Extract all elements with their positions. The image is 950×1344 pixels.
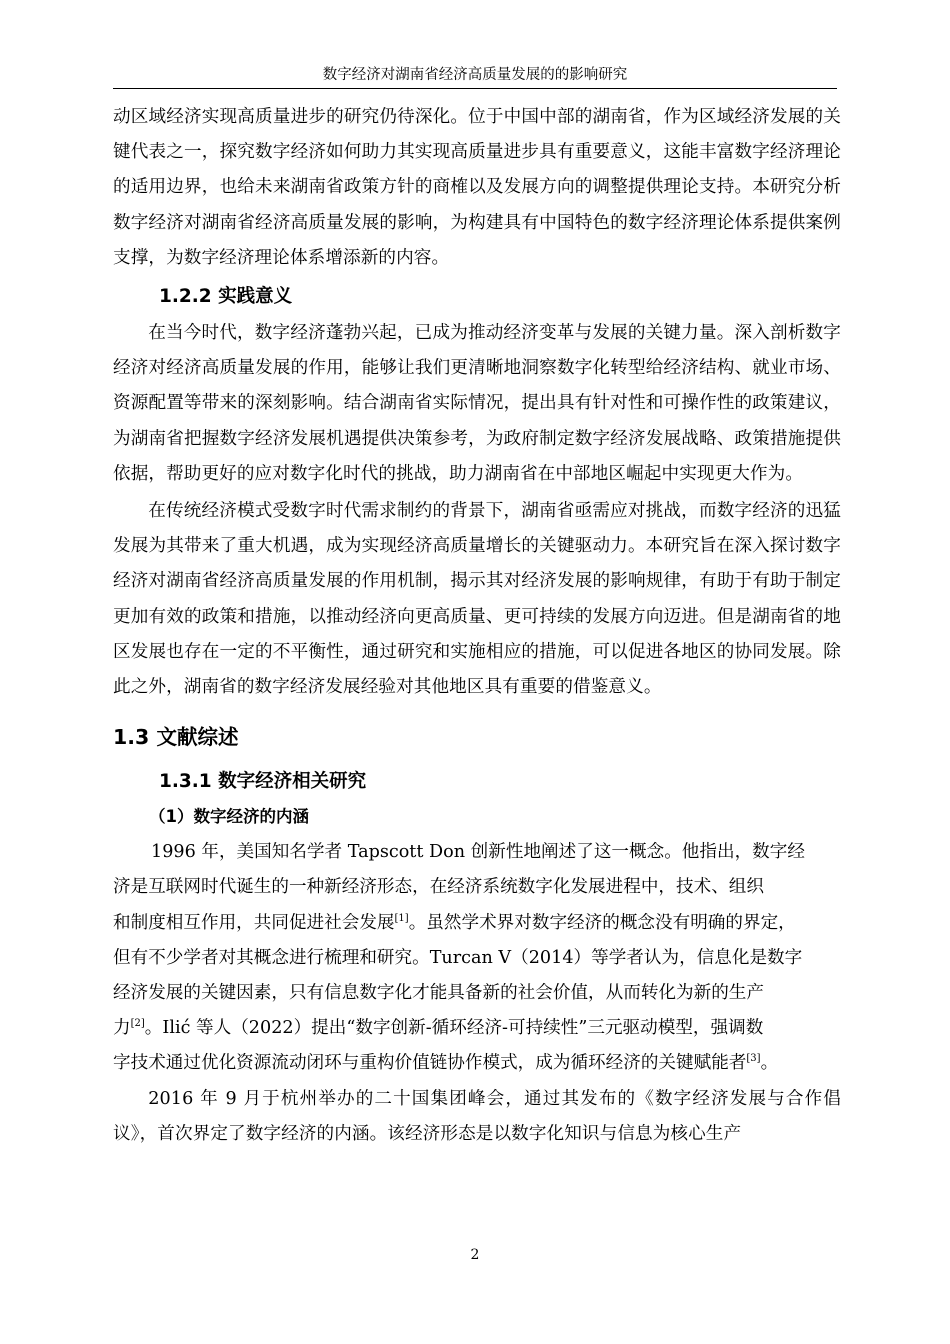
paragraph-practical-significance: 在当今时代，数字经济蓬勃兴起，已成为推动经济变革与发展的关键力量。深入剖析数字经济对经济高质量发展的作用，能够让我们更清晰地洞察数字化转型给经济结构、就业市场、资源配置等带来的深刻影响。结合湖南省实际情况，提出具有针对性和可操作性的政策建议，为湖南省把握数字经济发展机遇提供决策参考，为政府制定数字经济发展战略、政策措施提供依据，帮助更好的应对数字化时代的挑战，助力湖南省在中部地区崛起中实现更大作为。 <box>113 323 841 484</box>
section-heading-1-3: 1.3 文献综述 <box>113 725 239 750</box>
page-body <box>113 100 841 1152</box>
running-header: 数字经济对湖南省经济高质量发展的的影响研究 <box>113 62 837 89</box>
text-line <box>113 906 841 941</box>
text-run: 。 <box>760 1053 779 1074</box>
paragraph-continuation: 动区域经济实现高质量进步的研究仍待深化。位于中国中部的湖南省，作为区域经济发展的关键代表之一，探究数字经济如何助力其实现高质量进步具有重要意义，这能丰富数字经济理论的适用边界，也给未来湖南省政策方针的商榷以及发展方向的调整提供理论支持。本研究分析数字经济对湖南省经济高质量发展的影响，为构建具有中国特色的数字经济理论体系提供案例支撑，为数字经济理论体系增添新的内容。 <box>113 107 841 268</box>
section-heading-1-2-2: 1.2.2 实践意义 <box>159 286 293 308</box>
text-line: 经济发展的关键因素，只有信息数字化才能具备新的社会价值，从而转化为新的生产 <box>113 983 764 1004</box>
paragraph-background: 在传统经济模式受数字时代需求制约的背景下，湖南省亟需应对挑战，而数字经济的迅猛发展为其带来了重大机遇，成为实现经济高质量增长的关键驱动力。本研究旨在深入探讨数字经济对湖南省经济高质量发展的作用机制，揭示其对经济发展的影响规律，有助于有助于制定更加有效的政策和措施，以推动经济向更高质量、更可持续的发展方向迈进。但是湖南省的地区发展也存在一定的不平衡性，通过研究和实施相应的措施，可以促进各地区的协同发展。除此之外，湖南省的数字经济发展经验对其他地区具有重要的借鉴意义。 <box>113 501 841 698</box>
subsection-heading-connotation: （1）数字经济的内涵 <box>149 807 309 827</box>
text-line: 济是互联网时代诞生的一种新经济形态，在经济系统数字化发展进程中，技术、组织 <box>113 877 764 898</box>
paragraph-definition <box>113 835 841 1081</box>
text-line <box>113 1046 841 1081</box>
paragraph-g20: 2016 年 9 月于杭州举办的二十国集团峰会，通过其发布的《数字经济发展与合作倡议》，首次界定了数字经济的内涵。该经济形态是以数字化知识与信息为核心生产 <box>113 1088 841 1144</box>
text-run: 。Ilić 等人（2022）提出“数字创新-循环经济-可持续性”三元驱动模型，强调数 <box>144 1018 764 1039</box>
text-run: 和制度相互作用，共同促进社会发展 <box>113 912 395 933</box>
text-run: 。虽然学术界对数字经济的概念没有明确的界定， <box>408 912 796 933</box>
citation-ref[interactable]: [3] <box>746 1053 761 1065</box>
section-heading-1-3-1: 1.3.1 数字经济相关研究 <box>159 771 367 793</box>
text-line: 但有不少学者对其概念进行梳理和研究。Turcan V（2014）等学者认为，信息化是数字 <box>113 947 803 968</box>
citation-ref[interactable]: [1] <box>394 912 409 924</box>
page-number: 2 <box>470 1247 480 1263</box>
text-run: 字技术通过优化资源流动闭环与重构价值链协作模式，成为循环经济的关键赋能者 <box>113 1053 747 1074</box>
text-line: 1996 年，美国知名学者 Tapscott Don 创新性地阐述了这一概念。他指出，数字经 <box>151 842 805 863</box>
text-line <box>113 1011 841 1046</box>
citation-ref[interactable]: [2] <box>130 1018 145 1030</box>
text-run: 力 <box>113 1018 131 1039</box>
